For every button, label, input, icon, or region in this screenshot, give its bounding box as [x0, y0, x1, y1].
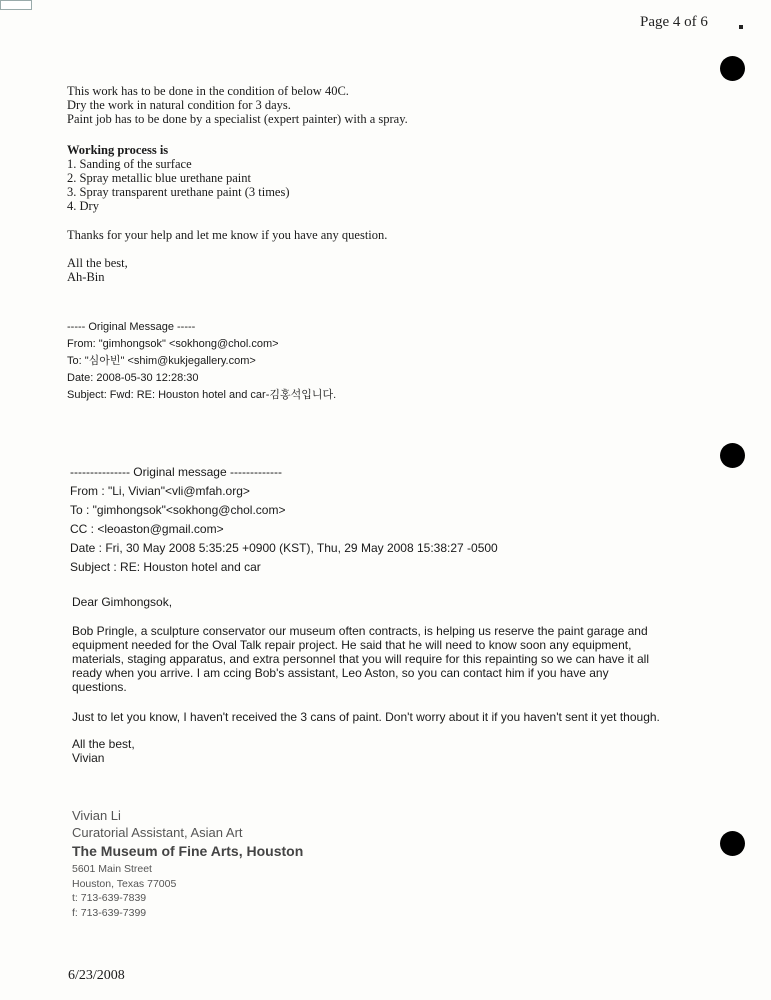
signature-fax: f: 713-639-7399	[72, 906, 147, 919]
signature-name: Vivian Li	[72, 808, 121, 823]
email-signature	[72, 807, 303, 920]
paragraph-line: materials, staging apparatus, and extra personnel that you will require for this repainting so we can have it all	[72, 652, 649, 666]
original-message-1	[67, 319, 336, 404]
message-from: From : "Li, Vivian"<vli@mfah.org>	[70, 484, 250, 498]
paragraph-line: Bob Pringle, a sculpture conservator our museum often contracts, is helping us reserve the paint garage and	[72, 624, 648, 638]
message-date: Date: 2008-05-30 12:28:30	[67, 372, 199, 384]
signoff	[67, 256, 128, 284]
signature-phone: t: 713-639-7839	[72, 892, 147, 904]
process-step: 4. Dry	[67, 199, 99, 213]
working-process	[67, 143, 290, 213]
page-number: Page 4 of 6	[640, 14, 708, 30]
signature-title: Curatorial Assistant, Asian Art	[72, 825, 243, 840]
intro-line: Paint job has to be done by a specialist (expert painter) with a spray.	[67, 112, 408, 126]
punch-hole-bottom	[720, 831, 745, 856]
greeting: Dear Gimhongsok,	[72, 595, 173, 609]
closing-phrase: All the best,	[72, 737, 135, 751]
body-closing	[72, 737, 135, 765]
body-paragraph-1	[72, 624, 649, 694]
message-to: To: "심아빈" <shim@kukjegallery.com>	[67, 355, 256, 367]
signoff-name: Ah-Bin	[67, 270, 105, 284]
footer-date: 6/23/2008	[68, 968, 125, 983]
message-cc: CC : <leoaston@gmail.com>	[70, 522, 224, 536]
message-date: Date : Fri, 30 May 2008 5:35:25 +0900 (KST), Thu, 29 May 2008 15:38:27 -0500	[70, 541, 498, 555]
intro-line: This work has to be done in the condition of below 40C.	[67, 84, 349, 98]
thanks-line: Thanks for your help and let me know if you have any question.	[67, 228, 388, 242]
process-heading: Working process is	[67, 143, 169, 157]
punch-hole-top	[720, 56, 745, 81]
closing-name: Vivian	[72, 751, 105, 765]
process-step: 1. Sanding of the surface	[67, 157, 192, 171]
signoff-closing: All the best,	[67, 256, 128, 270]
process-step: 2. Spray metallic blue urethane paint	[67, 171, 251, 185]
message-subject: Subject: Fwd: RE: Houston hotel and car-김홍석입니다.	[67, 389, 337, 401]
paragraph-line: equipment needed for the Oval Talk repair project. He said that he will need to know soon any equipment,	[72, 638, 632, 652]
message-subject: Subject : RE: Houston hotel and car	[70, 560, 261, 574]
paragraph-line: questions.	[72, 680, 127, 694]
signature-organization: The Museum of Fine Arts, Houston	[72, 843, 304, 859]
paragraph-line: ready when you arrive. I am ccing Bob's assistant, Leo Aston, so you can contact him if you have any	[72, 666, 609, 680]
original-message-2	[70, 463, 498, 577]
original-message-header: ----- Original Message -----	[67, 321, 196, 333]
scan-dot-mark	[739, 25, 743, 29]
message-to: To : "gimhongsok"<sokhong@chol.com>	[70, 503, 286, 517]
punch-hole-middle	[720, 443, 745, 468]
signature-street: 5601 Main Street	[72, 863, 152, 875]
body-paragraph-2: Just to let you know, I haven't received the 3 cans of paint. Don't worry about it if you haven't sent it yet though.	[72, 710, 660, 724]
intro-instructions	[67, 84, 408, 126]
scan-corner-mark	[0, 0, 32, 10]
signature-city: Houston, Texas 77005	[72, 877, 177, 890]
process-step: 3. Spray transparent urethane paint (3 times)	[67, 185, 290, 199]
original-message-header: --------------- Original message -------------	[70, 465, 282, 479]
intro-line: Dry the work in natural condition for 3 days.	[67, 98, 291, 112]
message-from: From: "gimhongsok" <sokhong@chol.com>	[67, 338, 279, 350]
